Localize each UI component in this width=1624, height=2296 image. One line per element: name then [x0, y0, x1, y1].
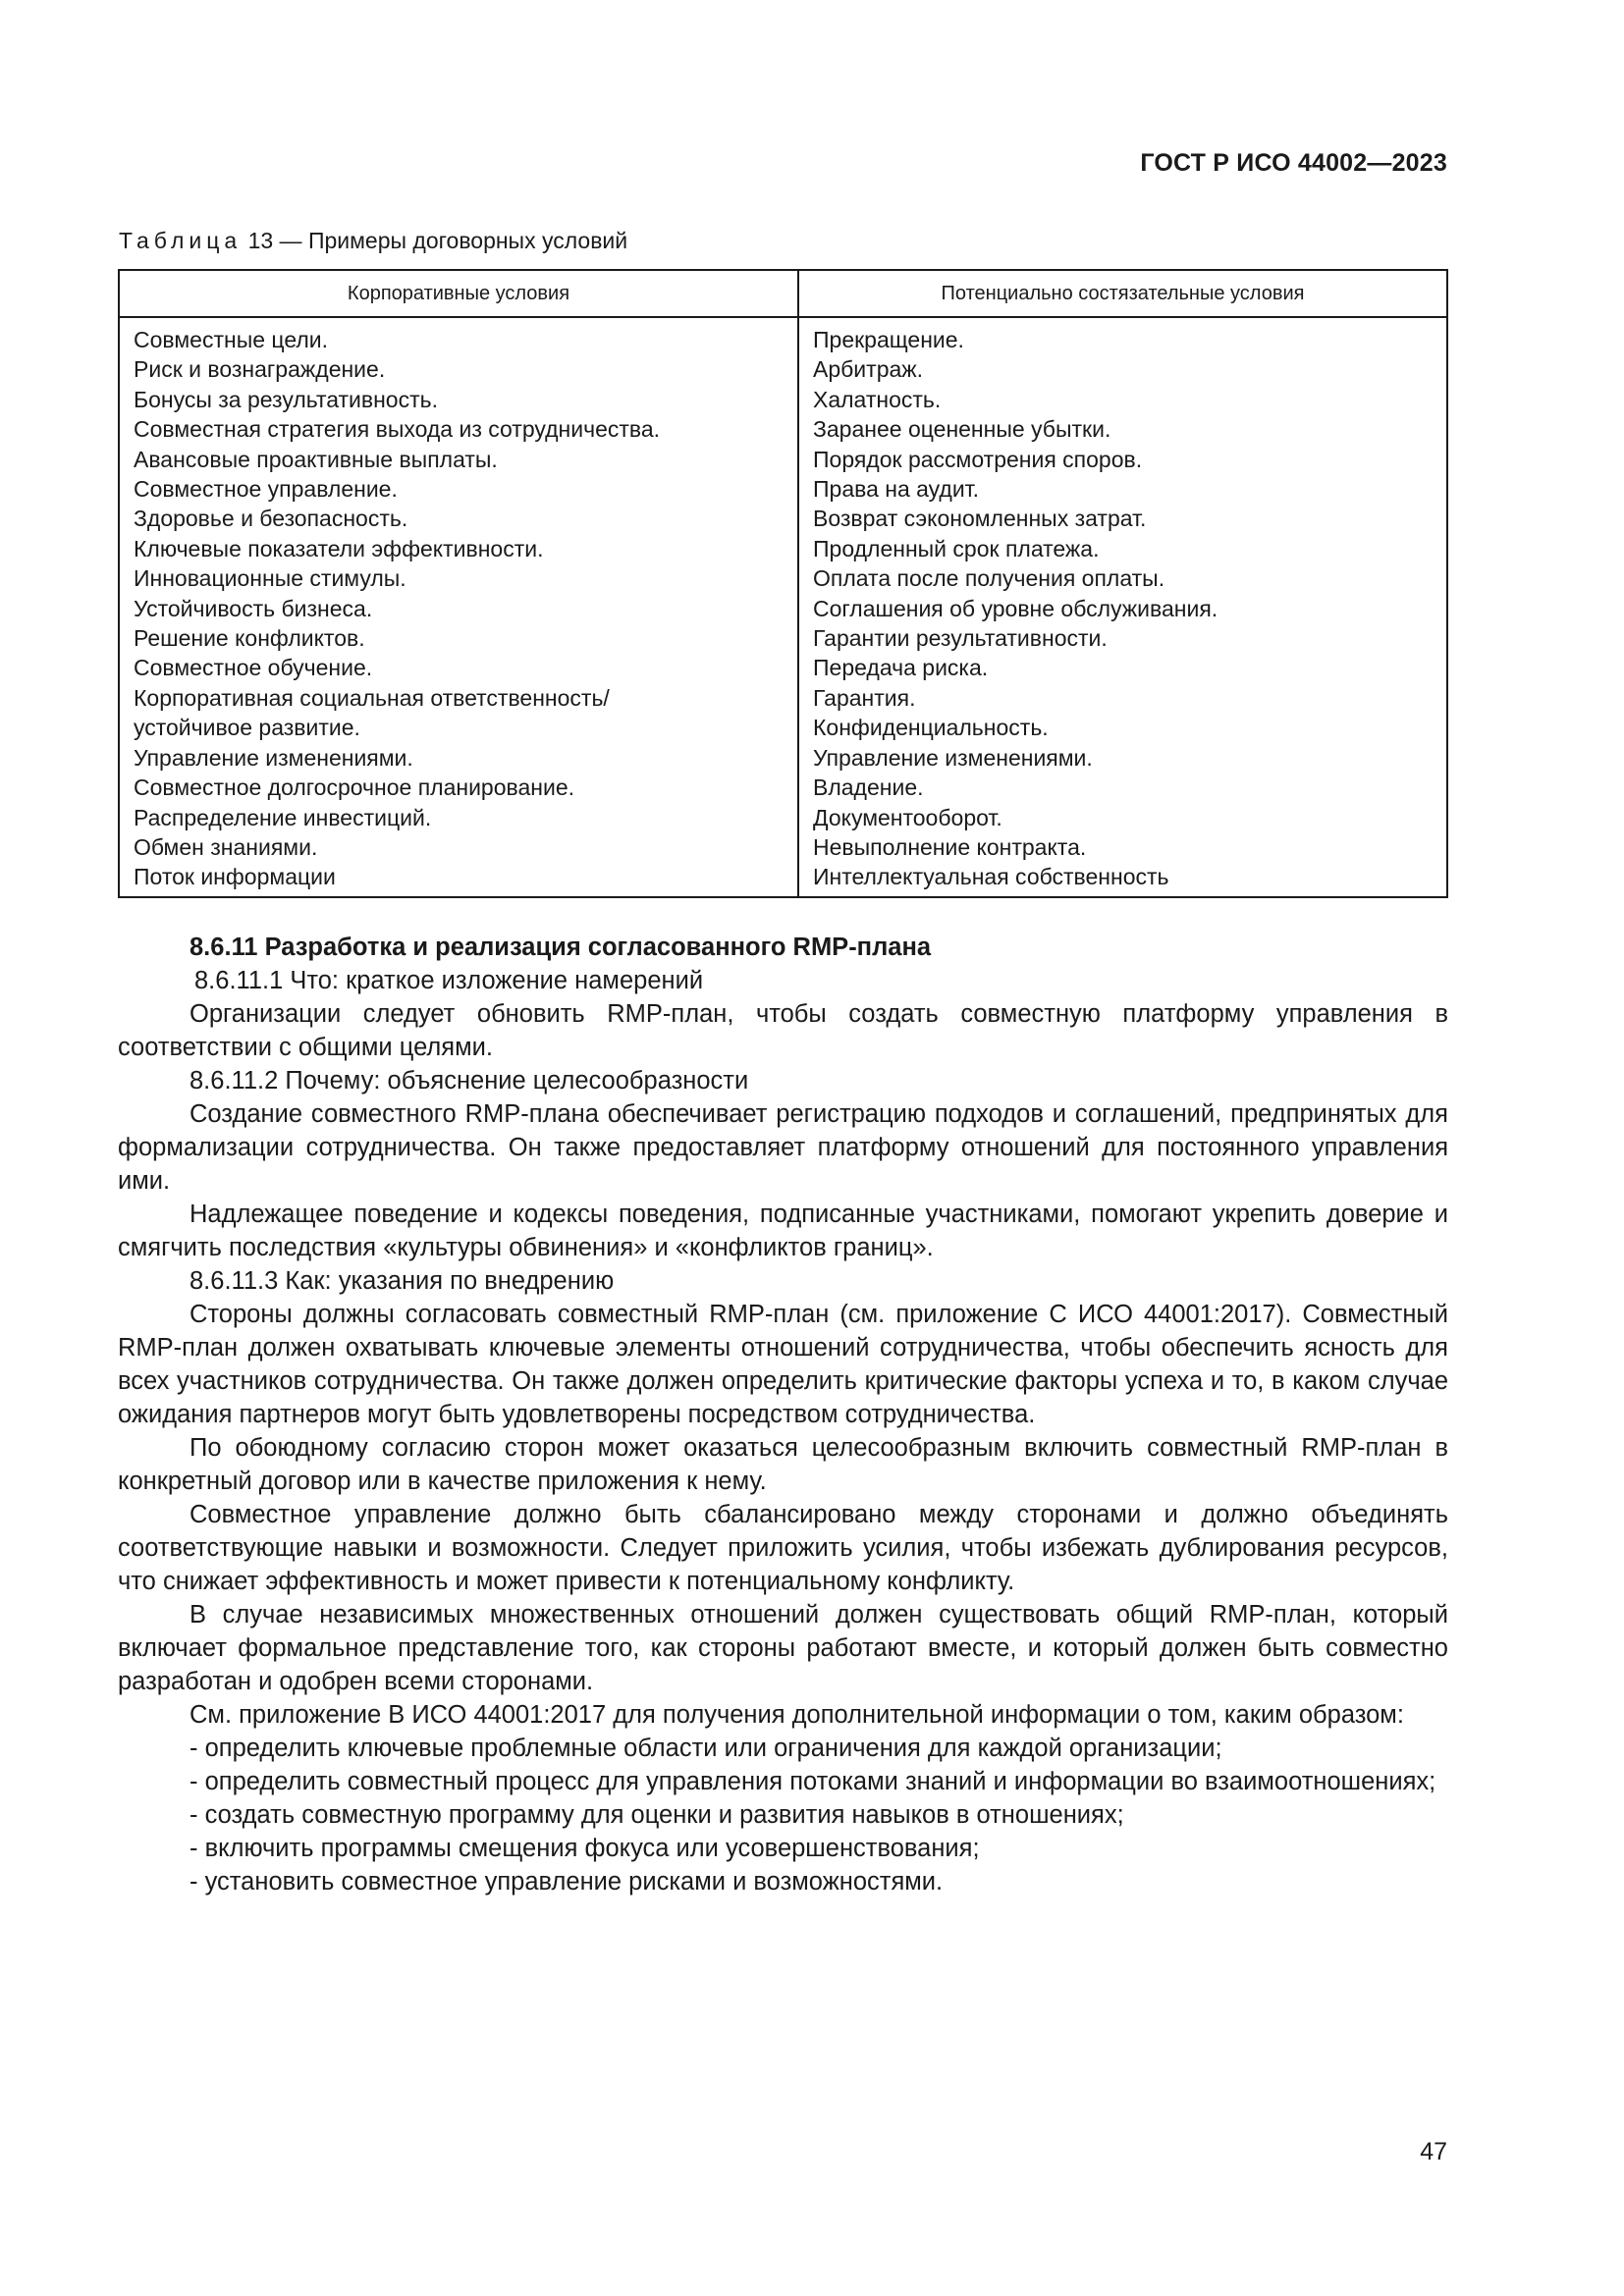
section-body: [118, 931, 1448, 1898]
list-item: Халатность.: [813, 386, 942, 412]
list-item: Гарантии результативности.: [813, 625, 1108, 652]
table-caption-text: 13 — Примеры договорных условий: [242, 228, 628, 253]
list-item: Продленный срок платежа.: [813, 535, 1100, 561]
bullet-item: - создать совместную программу для оценки и развития навыков в отношениях;: [189, 1801, 1124, 1829]
list-item: Заранее оцененные убытки.: [813, 416, 1111, 443]
list-item: устойчивое развитие.: [134, 715, 360, 741]
list-item: Конфиденциальность.: [813, 715, 1049, 741]
list-item: Совместные цели.: [134, 327, 329, 352]
contract-terms-table: [118, 269, 1448, 898]
list-item: Возврат сэкономленных затрат.: [813, 506, 1147, 532]
section-heading: 8.6.11 Разработка и реализация согласованного RMP-плана: [189, 934, 932, 961]
list-item: Порядок рассмотрения споров.: [813, 446, 1143, 472]
list-item: Риск и вознаграждение.: [134, 356, 386, 383]
list-item: Соглашения об уровне обслуживания.: [813, 595, 1218, 621]
list-item: Передача риска.: [813, 655, 989, 681]
bullet-item: - установить совместное управление рисками и возможностями.: [189, 1868, 944, 1896]
list-item: Владение.: [813, 774, 924, 801]
bullet-item: - определить совместный процесс для управления потоками знаний и информации во взаимоотношениях;: [189, 1768, 1436, 1795]
list-item: Решение конфликтов.: [134, 625, 365, 652]
list-item: Ключевые показатели эффективности.: [134, 535, 544, 561]
list-item: Распределение инвестиций.: [134, 804, 432, 830]
list-item: Гарантия.: [813, 684, 916, 711]
list-item: Интеллектуальная собственность: [813, 864, 1169, 890]
paragraph: Надлежащее поведение и кодексы поведения, подписанные участниками, помогают укрепить доверие и смягчить последствия «культуры обвинения» и «конфликтов границ».: [118, 1201, 1448, 1261]
table-caption: [119, 228, 627, 254]
list-item: Совместное долгосрочное планирование.: [134, 774, 574, 801]
list-item: Невыполнение контракта.: [813, 833, 1087, 860]
list-item: Обмен знаниями.: [134, 833, 318, 860]
paragraph: См. приложение В ИСО 44001:2017 для получения дополнительной информации о том, каким образом:: [189, 1701, 1404, 1729]
column-header-cooperative: Корпоративные условия: [119, 270, 798, 317]
list-item: Корпоративная социальная ответственность/: [134, 684, 610, 711]
list-item: Здоровье и безопасность.: [134, 506, 408, 532]
paragraph: Организации следует обновить RMP-план, чтобы создать совместную платформу управления в соответствии с общими целями.: [118, 1000, 1448, 1061]
subsection-title-how: 8.6.11.3 Как: указания по внедрению: [189, 1267, 615, 1295]
bullet-item: - определить ключевые проблемные области или ограничения для каждой организации;: [189, 1735, 1222, 1762]
paragraph: Создание совместного RMP-плана обеспечивает регистрацию подходов и соглашений, предпринятых для формализации сотрудничества. Он также предоставляет платформу отношений для постоянного управления ими.: [118, 1100, 1448, 1195]
list-item: Бонусы за результативность.: [134, 386, 439, 412]
list-item: Совместное управление.: [134, 476, 398, 503]
list-item: Совместная стратегия выхода из сотрудничества.: [134, 416, 661, 443]
paragraph: Стороны должны согласовать совместный RMP-план (см. приложение С ИСО 44001:2017). Совместный RMP-план должен охватывать ключевые элементы отношений сотрудничества, чтобы обеспечить ясность для всех участников сотрудничества. Он также должен определить критические факторы успеха и то, в каком случае ожидания партнеров могут быть удовлетворены посредством сотрудничества.: [118, 1301, 1448, 1428]
list-item: Инновационные стимулы.: [134, 565, 406, 592]
page-number: 47: [1420, 2138, 1447, 2165]
list-item: Арбитраж.: [813, 356, 924, 383]
paragraph: В случае независимых множественных отношений должен существовать общий RMP-план, который включает формальное представление того, как стороны работают вместе, и который должен быть совместно разработан и одобрен всеми сторонами.: [118, 1601, 1448, 1695]
list-item: Устойчивость бизнеса.: [134, 595, 373, 621]
paragraph: Совместное управление должно быть сбалансировано между сторонами и должно объединять соответствующие навыки и возможности. Следует приложить усилия, чтобы избежать дублирования ресурсов, что снижает эффективность и может привести к потенциальному конфликту.: [118, 1501, 1448, 1595]
list-item: Управление изменениями.: [134, 744, 413, 771]
document-header: ГОСТ Р ИСО 44002—2023: [1140, 149, 1447, 177]
list-item: Права на аудит.: [813, 476, 980, 503]
list-item: Документооборот.: [813, 804, 1002, 830]
list-item: Совместное обучение.: [134, 655, 373, 681]
list-item: Прекращение.: [813, 327, 964, 352]
cooperative-terms-cell: [119, 317, 798, 897]
subsection-title-why: 8.6.11.2 Почему: объяснение целесообразности: [189, 1067, 749, 1095]
adversarial-terms-cell: [798, 317, 1447, 897]
table-caption-word: Таблица: [119, 228, 243, 253]
paragraph: По обоюдному согласию сторон может оказаться целесообразным включить совместный RMP-план в конкретный договор или в качестве приложения к нему.: [118, 1434, 1448, 1495]
list-item: Управление изменениями.: [813, 744, 1093, 771]
list-item: Авансовые проактивные выплаты.: [134, 446, 498, 472]
column-header-adversarial: Потенциально состязательные условия: [798, 270, 1447, 317]
subsection-title-what: 8.6.11.1 Что: краткое изложение намерений: [194, 967, 704, 994]
list-item: Поток информации: [134, 864, 336, 890]
list-item: Оплата после получения оплаты.: [813, 565, 1165, 592]
bullet-item: - включить программы смещения фокуса или усовершенствования;: [189, 1835, 980, 1862]
